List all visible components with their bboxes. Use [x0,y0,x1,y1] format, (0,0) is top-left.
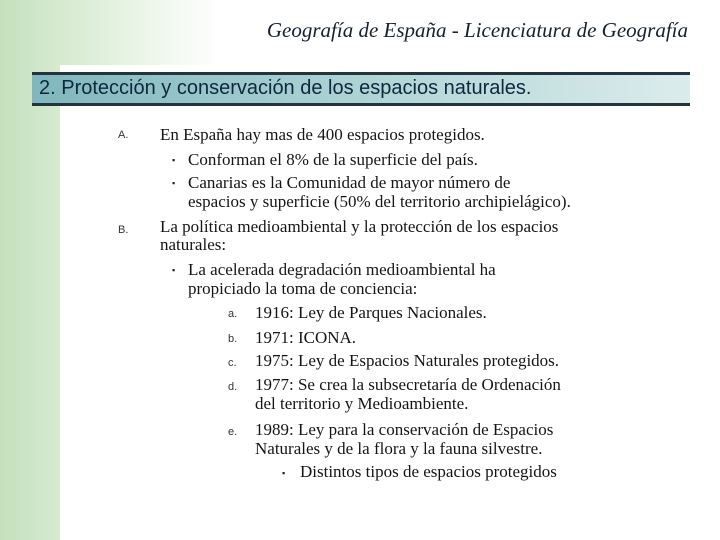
subitem-c-marker: c. [228,357,237,369]
subitem-d-line-1: 1977: Se crea la subsecretaría de Ordenación [255,375,561,394]
bullet-icon: ▪ [172,265,176,275]
item-b-line-1: La política medioambiental y la protección de los espacios [160,217,559,236]
final-bullet-text: Distintos tipos de espacios protegidos [300,462,557,481]
item-a-marker: A. [118,129,129,141]
subitem-e-line-1: 1989: Ley para la conservación de Espacios [255,420,554,439]
subitem-e-line-2: Naturales y de la flora y la fauna silvestre. [255,439,543,458]
item-a-bullet-1: Conforman el 8% de la superficie del país. [188,150,478,169]
subitem-a-marker: a. [228,308,238,320]
subitem-b-text: 1971: ICONA. [255,328,357,347]
item-b-line-2: naturales: [160,235,227,254]
subitem-a-text: 1916: Ley de Parques Nacionales. [255,303,487,322]
course-title: Geografía de España - Licenciatura de Geografía [266,18,688,42]
bullet-icon: ▪ [282,468,286,478]
item-a-text: En España hay mas de 400 espacios protegidos. [160,125,485,144]
subitem-b-marker: b. [228,333,238,345]
item-b-marker: B. [118,224,129,236]
slide-title: 2. Protección y conservación de los espacios naturales. [39,77,532,99]
bullet-icon: ▪ [172,155,176,165]
subitem-d-marker: d. [228,381,238,393]
item-b-bullet-line-2: propiciado la toma de conciencia: [188,279,418,298]
item-b-bullet-line-1: La acelerada degradación medioambiental ha [188,260,496,279]
item-a-bullet-2-line-2: espacios y superficie (50% del territorio archipielágico). [188,192,571,211]
subitem-c-text: 1975: Ley de Espacios Naturales protegidos. [255,351,560,370]
item-a-bullet-2-line-1: Canarias es la Comunidad de mayor número de [188,173,511,192]
bullet-icon: ▪ [172,178,176,188]
subitem-e-marker: e. [228,426,238,438]
subitem-d-line-2: del territorio y Medioambiente. [255,394,469,413]
